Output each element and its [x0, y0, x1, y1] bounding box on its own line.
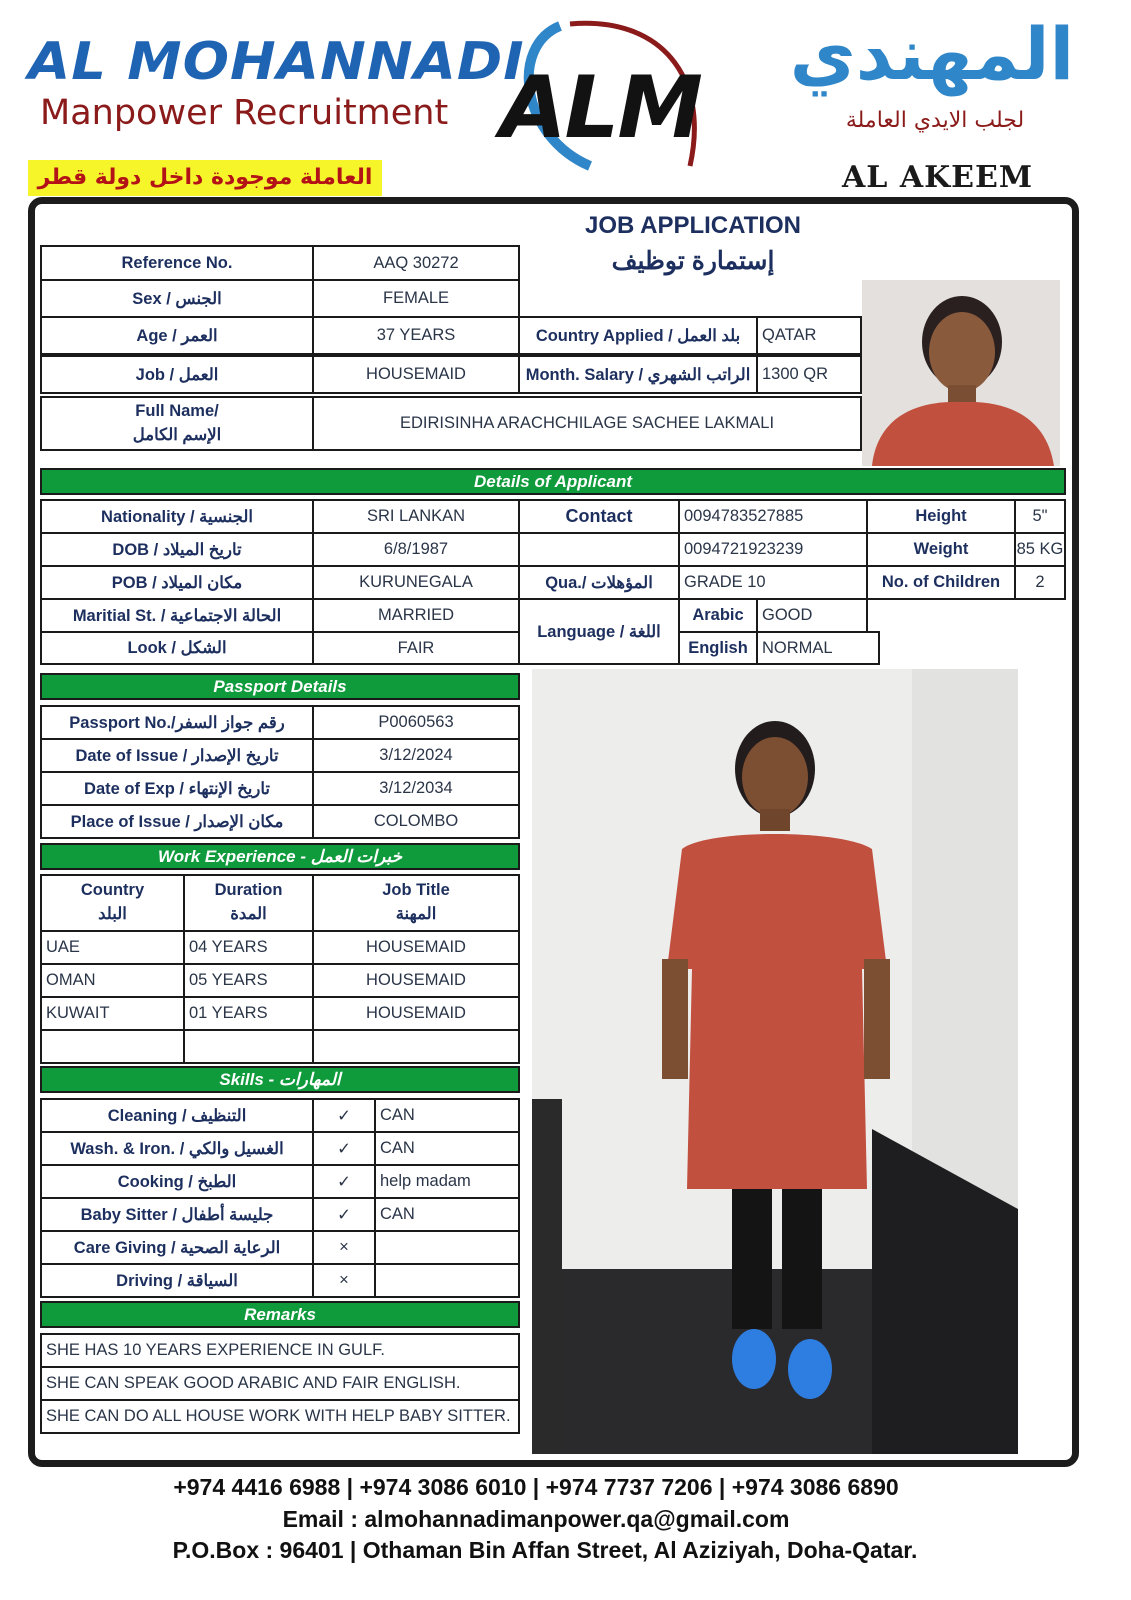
contact-empty-cell	[518, 532, 680, 567]
nationality-label: Nationality / الجنسية	[40, 499, 314, 534]
weight-label: Weight	[866, 532, 1016, 567]
applicant-full-body-photo	[532, 669, 1018, 1454]
skill-note	[374, 1230, 520, 1265]
height-label: Height	[866, 499, 1016, 534]
work-header-country-en: Country	[80, 881, 145, 900]
title-ar: إستمارة توظيف	[611, 247, 775, 275]
remark-line: SHE CAN SPEAK GOOD ARABIC AND FAIR ENGLISH.	[40, 1366, 520, 1401]
dob-label: DOB / تاريخ الميلاد	[40, 532, 314, 567]
dob-value: 6/8/1987	[312, 532, 520, 567]
al-akeem-label: AL AKEEM	[842, 160, 1034, 195]
job-value: HOUSEMAID	[312, 355, 520, 394]
work-row-country: UAE	[40, 930, 185, 965]
skill-cross-icon: ×	[312, 1263, 376, 1298]
work-row-duration: 04 YEARS	[183, 930, 314, 965]
work-row-title	[312, 1029, 520, 1064]
skill-check-icon: ✓	[312, 1131, 376, 1166]
passport-exp-value: 3/12/2034	[312, 771, 520, 806]
passport-place-value: COLOMBO	[312, 804, 520, 839]
work-row-country: KUWAIT	[40, 996, 185, 1031]
weight-value: 85 KG	[1014, 532, 1066, 567]
section-remarks: Remarks	[40, 1301, 520, 1328]
children-value: 2	[1014, 565, 1066, 600]
pob-label: POB / مكان الميلاد	[40, 565, 314, 600]
work-header-title-ar: المهنة	[395, 905, 437, 923]
qualification-label: Qua./ المؤهلات	[518, 565, 680, 600]
salary-value: 1300 QR	[756, 355, 862, 394]
arabic-value: GOOD	[756, 598, 868, 633]
work-row-title: HOUSEMAID	[312, 930, 520, 965]
children-label: No. of Children	[866, 565, 1016, 600]
section-skills: Skills - المهارات	[40, 1066, 520, 1093]
sex-label: Sex / الجنس	[40, 279, 314, 318]
english-value: NORMAL	[756, 631, 880, 665]
work-header-duration-ar: المدة	[230, 905, 267, 923]
look-label: Look / الشكل	[40, 631, 314, 665]
footer-phones: +974 4416 6988 | +974 3086 6010 | +974 7737 7206 | +974 3086 6890	[173, 1474, 899, 1500]
passport-place-label: Place of Issue / مكان الإصدار	[40, 804, 314, 839]
work-header-country	[40, 874, 185, 932]
skill-label: Driving / السياقة	[40, 1263, 314, 1298]
country-applied-label: Country Applied / بلد العمل	[518, 316, 758, 355]
contact-label: Contact	[518, 499, 680, 534]
section-passport-details: Passport Details	[40, 673, 520, 700]
reference-value: AAQ 30272	[312, 245, 520, 281]
country-applied-value: QATAR	[756, 316, 862, 355]
qualification-value: GRADE 10	[678, 565, 868, 600]
work-row-country: OMAN	[40, 963, 185, 998]
work-header-country-ar: البلد	[98, 905, 127, 923]
passport-issue-value: 3/12/2024	[312, 738, 520, 773]
skill-note	[374, 1263, 520, 1298]
passport-issue-label: Date of Issue / تاريخ الإصدار	[40, 738, 314, 773]
marital-value: MARRIED	[312, 598, 520, 633]
arabic-label: Arabic	[678, 598, 758, 633]
work-row-title: HOUSEMAID	[312, 963, 520, 998]
job-label: Job / العمل	[40, 355, 314, 394]
fullname-value: EDIRISINHA ARACHCHILAGE SACHEE LAKMALI	[312, 396, 862, 451]
brand-subtitle-en: Manpower Recruitment	[40, 93, 449, 133]
contact-value-2: 0094721923239	[678, 532, 868, 567]
age-label: Age / العمر	[40, 316, 314, 355]
brand-name-en: AL MOHANNADI	[28, 32, 525, 92]
nationality-value: SRI LANKAN	[312, 499, 520, 534]
skill-label: Cooking / الطبخ	[40, 1164, 314, 1199]
brand-name-ar: المهندي	[789, 12, 1075, 96]
skill-note: CAN	[374, 1131, 520, 1166]
title-en: JOB APPLICATION	[584, 212, 801, 239]
skill-check-icon: ✓	[312, 1098, 376, 1133]
sex-value: FEMALE	[312, 279, 520, 318]
work-row-title: HOUSEMAID	[312, 996, 520, 1031]
look-value: FAIR	[312, 631, 520, 665]
work-header-job-title	[312, 874, 520, 932]
skill-label: Cleaning / التنظيف	[40, 1098, 314, 1133]
passport-exp-label: Date of Exp / تاريخ الإنتهاء	[40, 771, 314, 806]
english-label: English	[678, 631, 758, 665]
salary-label: Month. Salary / الراتب الشهري	[518, 355, 758, 394]
availability-banner: العاملة موجودة داخل دولة قطر	[28, 160, 382, 196]
reference-label: Reference No.	[40, 245, 314, 281]
work-row-country	[40, 1029, 185, 1064]
language-label: Language / اللغة	[518, 598, 680, 665]
fullname-label-ar: الإسم الكامل	[132, 425, 222, 444]
footer-email[interactable]: Email : almohannadimanpower.qa@gmail.com	[282, 1506, 790, 1532]
footer-address: P.O.Box : 96401 | Othaman Bin Affan Street, Al Aziziyah, Doha-Qatar.	[172, 1537, 918, 1563]
work-header-duration	[183, 874, 314, 932]
work-header-duration-en: Duration	[214, 881, 283, 900]
passport-number-label: Passport No./رقم جواز السفر	[40, 705, 314, 740]
work-header-title-en: Job Title	[382, 881, 450, 900]
work-row-duration	[183, 1029, 314, 1064]
section-work-experience: Work Experience - خبرات العمل	[40, 843, 520, 870]
skill-note: CAN	[374, 1098, 520, 1133]
skill-note: CAN	[374, 1197, 520, 1232]
alm-logo-text: ALM	[500, 58, 701, 158]
age-value: 37 YEARS	[312, 316, 520, 355]
skill-label: Baby Sitter / جليسة أطفال	[40, 1197, 314, 1232]
skill-check-icon: ✓	[312, 1197, 376, 1232]
fullname-label	[40, 396, 314, 451]
work-row-duration: 01 YEARS	[183, 996, 314, 1031]
skill-label: Care Giving / الرعاية الصحية	[40, 1230, 314, 1265]
pob-value: KURUNEGALA	[312, 565, 520, 600]
marital-label: Maritial St. / الحالة الاجتماعية	[40, 598, 314, 633]
applicant-headshot-photo	[862, 280, 1060, 466]
contact-value-1: 0094783527885	[678, 499, 868, 534]
work-row-duration: 05 YEARS	[183, 963, 314, 998]
remark-line: SHE CAN DO ALL HOUSE WORK WITH HELP BABY SITTER.	[40, 1399, 520, 1434]
height-value: 5"	[1014, 499, 1066, 534]
skill-check-icon: ✓	[312, 1164, 376, 1199]
skill-cross-icon: ×	[312, 1230, 376, 1265]
skill-note: help madam	[374, 1164, 520, 1199]
passport-number-value: P0060563	[312, 705, 520, 740]
section-details-of-applicant: Details of Applicant	[40, 468, 1066, 495]
remark-line: SHE HAS 10 YEARS EXPERIENCE IN GULF.	[40, 1333, 520, 1368]
fullname-label-en: Full Name/	[135, 401, 219, 420]
skill-label: Wash. & Iron. / الغسيل والكي	[40, 1131, 314, 1166]
brand-subtitle-ar: لجلب الايدي العاملة	[845, 108, 1025, 133]
